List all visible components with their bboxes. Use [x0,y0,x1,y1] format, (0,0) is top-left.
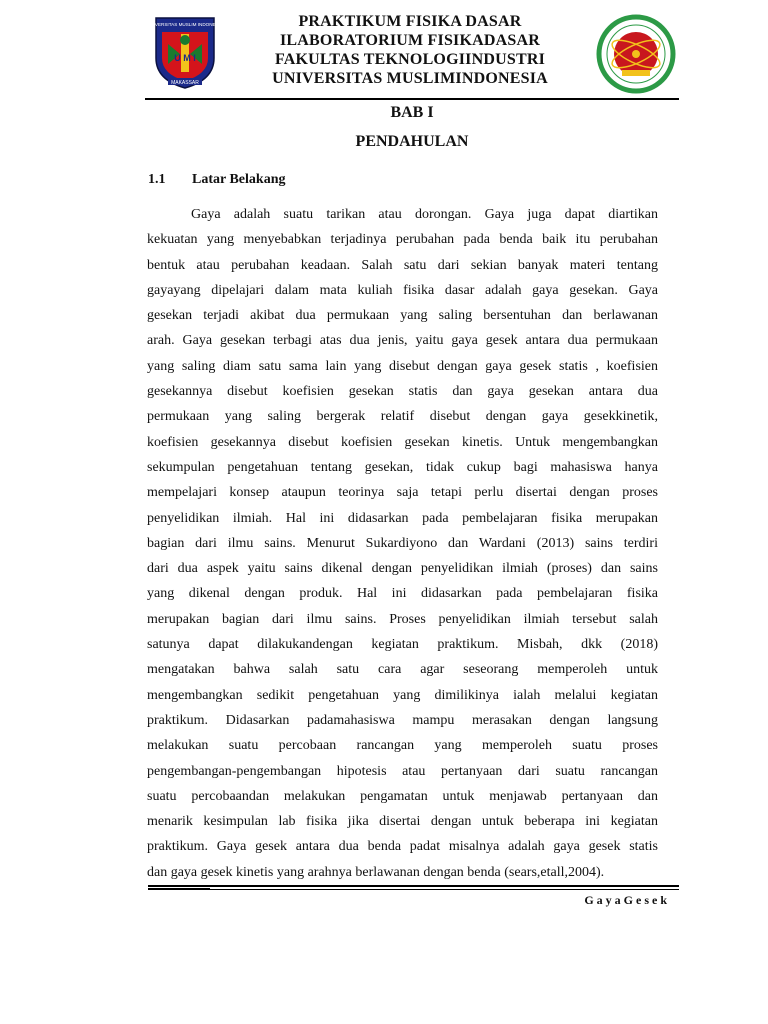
svg-text:U M I: U M I [174,53,196,63]
paragraph-line: kekuatan yang menyebabkan terjadinya perubahan pada benda baik itu perubahan [147,232,658,248]
header-divider [145,98,679,100]
header-line-1: PRAKTIKUM FISIKA DASAR [298,13,522,30]
paragraph-line: gayayang dipelajari dalam mata kuliah fisika dasar adalah gaya gesekan. Gaya [147,282,658,298]
paragraph-line: Gaya adalah suatu tarikan atau dorongan. Gaya juga dapat diartikan [191,207,658,222]
paragraph-line: mengembangkan sedikit pengetahuan yang dimilikinya ialah melalui kegiatan [147,687,658,703]
paragraph-line: satunya dapat dilakukandengan kegiatan praktikum. Misbah, dkk (2018) [147,637,658,653]
chapter-title: PENDAHULAN [355,133,469,150]
paragraph-line: gesekannya disebut koefisien gesekan statis dan gaya gesekan antara dua [147,384,658,400]
paragraph-line: dari dua aspek yaitu sains dikenal dengan penyelidikan ilmiah (proses) dan sains [147,561,658,577]
laboratory-logo [596,14,676,94]
paragraph-line: merupakan bagian dari ilmu sains. Proses penyelidikan ilmiah tersebut salah [147,611,658,627]
paragraph-line: gesekan terjadi akibat dua permukaan yang saling bersentuhan dan berlawanan [147,308,658,324]
paragraph-line: bagian dari ilmu sains. Menurut Sukardiyono dan Wardani (2013) sains terdiri [147,535,658,551]
section-number: 1.1 [148,172,166,187]
footer-divider [148,885,679,887]
paragraph-line: menarik kesimpulan lab fisika jika disertai dengan untuk beberapa ini kegiatan [147,814,658,830]
header-line-2: ILABORATORIUM FISIKADASAR [280,32,540,49]
paragraph-line: koefisien gesekannya disebut koefisien gesekan kinetis. Untuk mengembangkan [147,434,658,450]
logo-left-bottom-text: MAKASSAR [171,79,199,86]
paragraph-line: mempelajari konsep ataupun teorinya saja tetapi perlu disertai dengan proses [147,485,658,501]
paragraph-line: sekumpulan pengetahuan tentang gesekan, tidak cukup bagi mahasiswa hanya [147,459,658,475]
footer-title: GayaGesek [584,893,670,907]
university-logo [147,14,223,90]
body-paragraph [147,202,658,885]
paragraph-line: yang dikenal dengan produk. Hal ini didasarkan pada pembelajaran fisika [147,586,658,602]
paragraph-line: suatu percobaandan melakukan pengamatan untuk menjawab pertanyaan dan [147,788,658,804]
footer-divider-thin [148,889,679,890]
paragraph-line: yang saling diam satu sama lain yang disebut dengan gaya gesek statis , koefisien [147,358,658,374]
paragraph-line: arah. Gaya gesekan terbagi atas dua jenis, yaitu gaya gesek antara dua permukaan [147,333,658,349]
paragraph-line: penyelidikan ilmiah. Hal ini didasarkan pada pembelajaran fisika merupakan [147,510,658,526]
header-line-4: UNIVERSITAS MUSLIMINDONESIA [272,70,548,87]
document-header [230,12,590,88]
paragraph-line: melakukan suatu percobaan rancangan yang memperoleh suatu proses [147,738,658,754]
paragraph-line: mengatakan bahwa salah satu cara agar seseorang memperoleh untuk [147,662,658,678]
header-line-3: FAKULTAS TEKNOLOGIINDUSTRI [274,51,545,68]
paragraph-line: bentuk atau perubahan keadaan. Salah satu dari sekian banyak materi tentang [147,257,658,273]
chapter-number: BAB I [390,104,434,121]
paragraph-line: permukaan yang saling bergerak relatif disebut dengan gaya gesekkinetik, [147,409,658,425]
section-title: Latar Belakang [192,172,286,187]
section-heading [148,172,285,188]
logo-left-text: UNIVERSITAS MUSLIM INDONESIA [147,22,223,27]
paragraph-line: dan gaya gesek kinetis yang arahnya berlawanan dengan benda (sears,etall,2004). [147,864,605,880]
paragraph-line: pengembangan-pengembangan hipotesis atau pertanyaan dari suatu rancangan [147,763,658,779]
paragraph-line: praktikum. Gaya gesek antara dua benda padat misalnya adalah gaya gesek statis [147,839,658,855]
paragraph-line: praktikum. Didasarkan padamahasiswa mampu merasakan dengan langsung [147,712,658,728]
